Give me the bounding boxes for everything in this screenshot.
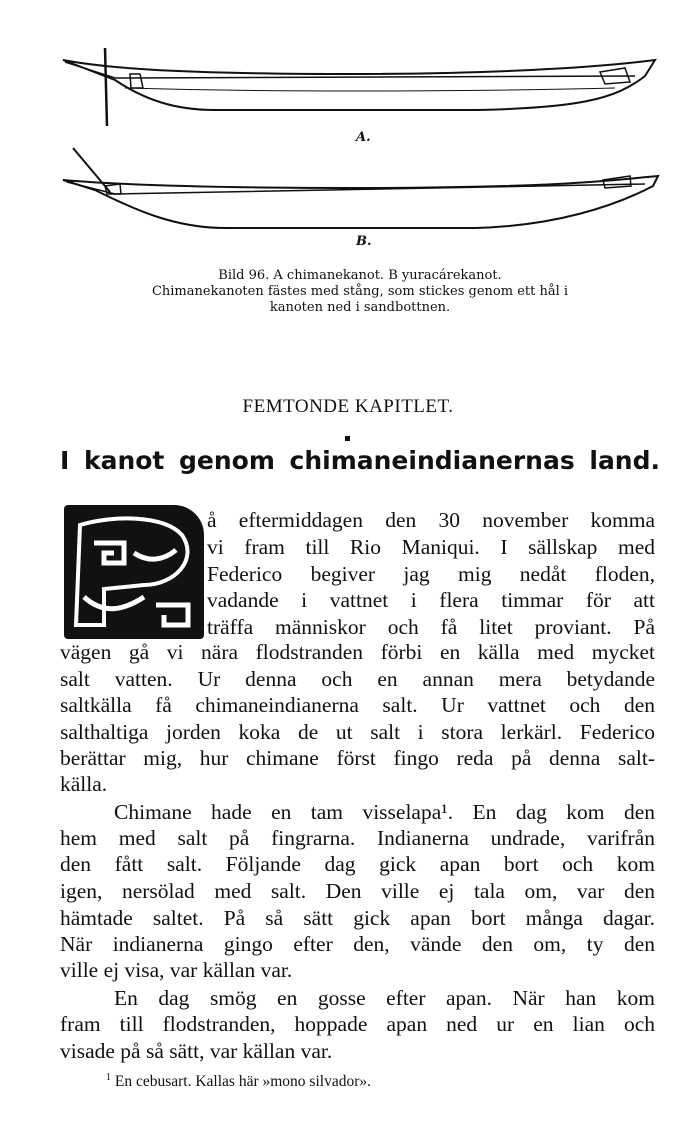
body-text-line: fram till flodstranden, hoppade apan ned ur en lian och xyxy=(60,1012,655,1036)
footnote-text: En cebusart. Kallas här »mono silvador». xyxy=(114,1073,371,1091)
body-text-line: salt vatten. Ur denna och en annan mera betydande xyxy=(60,667,655,691)
figure-caption-line: kanoten ned i sandbottnen. xyxy=(269,300,451,315)
chapter-heading: FEMTONDE KAPITLET. xyxy=(242,396,454,417)
figure-caption-line: Bild 96. A chimanekanot. B yuracárekanot. xyxy=(218,268,502,283)
ornament-dot xyxy=(345,436,350,441)
body-text-line: hem med salt på fingrarna. Indianerna undrade, varifrån xyxy=(60,826,655,850)
figure-label-a: A. xyxy=(356,130,371,145)
body-text-line: En dag smög en gosse efter apan. När han kom xyxy=(114,986,655,1010)
body-text-line: träffa människor och få litet proviant. På xyxy=(207,615,655,639)
body-text-line: salthaltiga jorden koka de ut salt i stora lerkärl. Federico xyxy=(60,720,655,744)
canoe-b-illustration xyxy=(55,140,665,235)
body-text-line: hämtade saltet. På så sätt gick apan bort många dagar. xyxy=(60,906,655,930)
body-text-line: Chimane hade en tam visselapa¹. En dag kom den xyxy=(114,800,655,824)
body-text-line: ville ej visa, var källan var. xyxy=(60,958,293,982)
body-text-line: När indianerna gingo efter den, vände den om, ty den xyxy=(60,932,655,956)
chapter-title: I kanot genom chimaneindianernas land. xyxy=(60,446,660,475)
body-text-line: källa. xyxy=(60,772,108,796)
canoe-a-illustration xyxy=(55,40,665,130)
figure-caption-line: Chimanekanoten fästes med stång, som stickes genom ett hål i xyxy=(151,284,569,299)
drop-cap-ornament-icon xyxy=(64,505,204,639)
body-text-line: vägen gå vi nära flodstranden förbi en källa med mycket xyxy=(60,640,655,664)
body-text-line: Federico begiver jag mig nedåt floden, xyxy=(207,562,655,586)
body-text-line: visade på så sätt, var källan var. xyxy=(60,1039,333,1063)
body-text-line: vi fram till Rio Maniqui. I sällskap med xyxy=(207,535,655,559)
footnote xyxy=(106,1072,371,1091)
body-text-line: å eftermiddagen den 30 november komma xyxy=(207,508,655,532)
body-text-line: berättar mig, hur chimane först fingo reda på denna salt- xyxy=(60,746,655,770)
footnote-marker: 1 xyxy=(106,1072,111,1083)
figure-label-b: B. xyxy=(356,234,372,249)
body-text-line: vadande i vattnet i flera timmar för att xyxy=(207,588,655,612)
body-text-line: den fått salt. Följande dag gick apan bort och kom xyxy=(60,852,655,876)
drop-cap-initial xyxy=(64,505,204,639)
body-text-line: saltkälla få chimaneindianerna salt. Ur vattnet och den xyxy=(60,693,655,717)
body-text-line: igen, nersölad med salt. Den ville ej tala om, var den xyxy=(60,879,655,903)
